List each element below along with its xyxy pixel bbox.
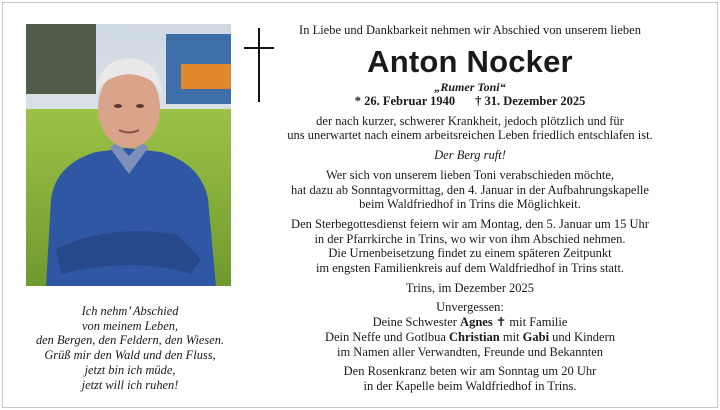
portrait-photo (26, 24, 231, 286)
poem-line: Ich nehm’ Abschied (81, 304, 179, 318)
intro-line: In Liebe und Dankbarkeit nehmen wir Abschied von unserem lieben (299, 23, 641, 37)
obituary-text (270, 18, 670, 394)
poem-line: den Bergen, den Feldern, den Wiesen. (35, 333, 225, 348)
place-date: Trins, im Dezember 2025 (406, 280, 534, 295)
family-line-others: im Namen aller Verwandten, Freunde und Bekannten (336, 344, 603, 359)
sister-name: Agnes (460, 315, 493, 330)
life-dates (270, 94, 670, 109)
service-line: Den Sterbegottesdienst feiern wir am Montag, den 5. Januar um 15 Uhr (291, 216, 649, 231)
family-line-nephew: Dein Neffe und Gotlbua Christian mit Gabi und Kindern (324, 329, 616, 344)
poem-line: Grüß mir den Wald und den Fluss, (44, 348, 216, 363)
unforgotten-label: Unvergessen: (436, 300, 504, 315)
family-line-sister: Deine Schwester Agnes ✝ mit Familie (372, 315, 568, 330)
rosary-line: Den Rosenkranz beten wir am Sonntag um 20 Uhr (343, 364, 597, 379)
service-line: im engsten Familienkreis auf dem Waldfriedhof in Trins statt. (315, 261, 625, 276)
poem-line: jetzt bin ich müde, (84, 362, 176, 377)
rosary-line: in der Kapelle beim Waldfriedhof in Trins. (363, 378, 577, 393)
birth-date: * 26. Februar 1940 (354, 93, 456, 108)
death-date: † 31. Dezember 2025 (475, 93, 586, 108)
passing-line: der nach kurzer, schwerer Krankheit, jedoch plötzlich und für (316, 113, 624, 128)
poem-line: von meinem Leben, (82, 318, 178, 333)
poem-line: jetzt will ich ruhen! (81, 377, 179, 392)
farewell-line: beim Waldfriedhof in Trins die Möglichkeit. (359, 197, 581, 212)
partner-name: Gabi (522, 329, 550, 344)
farewell-poem (20, 304, 240, 392)
motto: Der Berg ruft! (434, 148, 506, 163)
nickname: „Rumer Toni“ (434, 79, 506, 94)
farewell-line: Wer sich von unserem lieben Toni verabschieden möchte, (325, 167, 615, 182)
deceased-name: Anton Nocker (367, 43, 573, 79)
nephew-name: Christian (449, 329, 500, 344)
service-line: in der Pfarrkirche in Trins, wo wir von ihm Abschied nehmen. (314, 231, 626, 246)
passing-line: uns unerwartet nach einem arbeitsreichen Leben friedlich entschlafen ist. (287, 128, 653, 143)
farewell-line: hat dazu ab Sonntagvormittag, den 4. Januar in der Aufbahrungskapelle (291, 182, 649, 197)
service-line: Die Urnenbeisetzung findet zu einem späteren Zeitpunkt (328, 246, 612, 261)
